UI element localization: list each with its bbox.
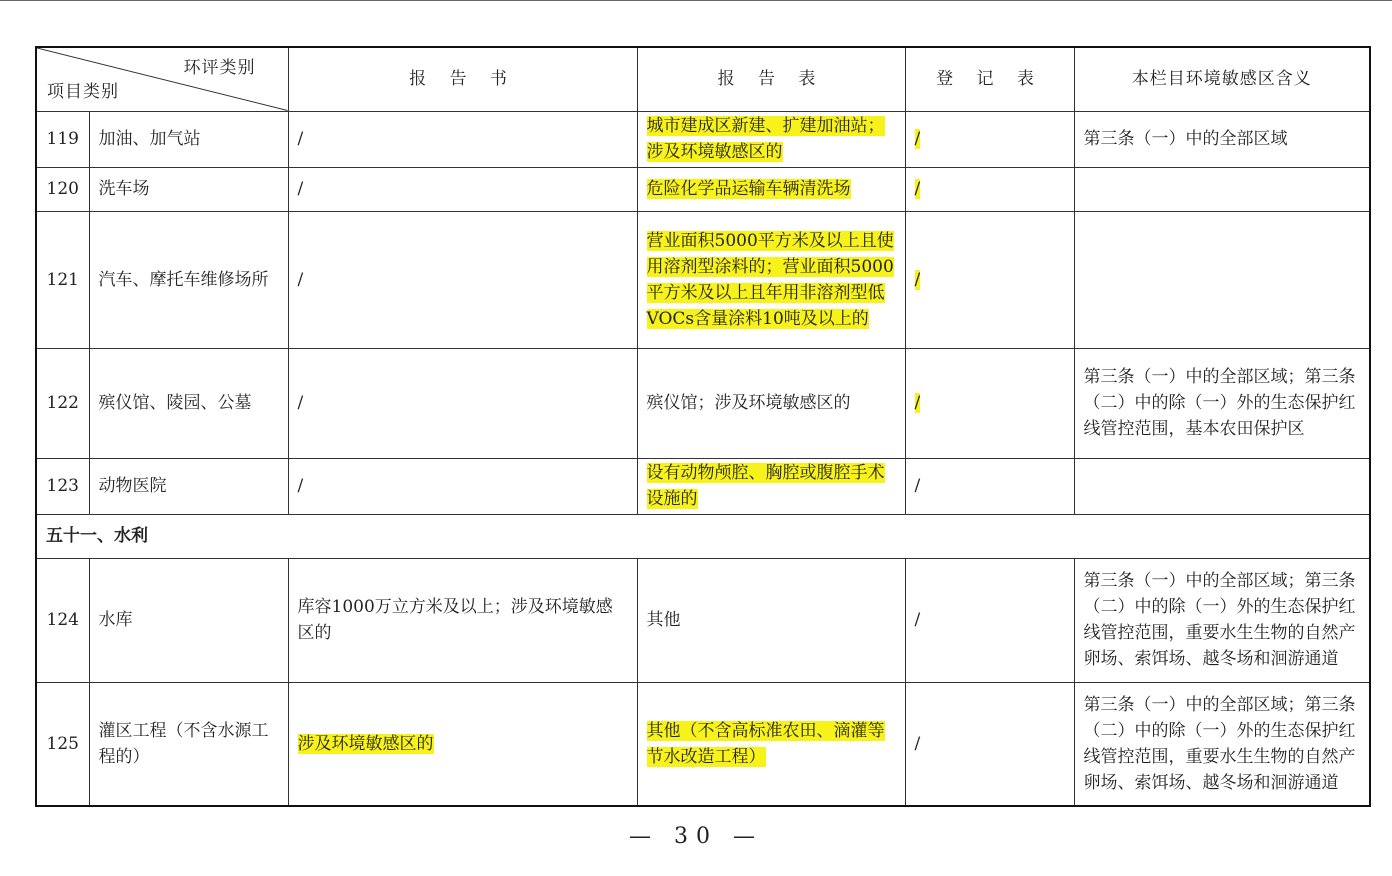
sensitive-area-cell: 第三条（一）中的全部区域；第三条（二）中的除（一）外的生态保护红线管控范围，重要水生生物的自然产卵场、索饵场、越冬场和洄游通道 <box>1074 682 1370 806</box>
row-number: 119 <box>36 111 89 167</box>
report-table-text: 设有动物颅腔、胸腔或腹腔手术设施的 <box>646 463 885 509</box>
row-number: 123 <box>36 458 89 514</box>
registration-cell <box>905 111 1074 167</box>
report-table-text: 危险化学品运输车辆清洗场 <box>646 179 851 199</box>
report-book-cell: / <box>288 111 637 167</box>
header-eia-category: 环评类别 <box>183 58 256 78</box>
report-table-cell <box>637 682 905 806</box>
top-rule <box>0 0 1392 1</box>
project-category: 水库 <box>89 558 288 682</box>
sensitive-area-cell <box>1074 167 1370 211</box>
table-row <box>36 111 1370 167</box>
report-book-cell: / <box>288 211 637 348</box>
row-number: 121 <box>36 211 89 348</box>
report-book-cell <box>288 682 637 806</box>
header-report-table: 报 告 表 <box>637 47 905 111</box>
project-category: 汽车、摩托车维修场所 <box>89 211 288 348</box>
report-book-text: 涉及环境敏感区的 <box>297 733 434 754</box>
project-category: 加油、加气站 <box>89 111 288 167</box>
report-book-cell: 库容1000万立方米及以上；涉及环境敏感区的 <box>288 558 637 682</box>
registration-text: / <box>914 129 921 149</box>
sensitive-area-cell <box>1074 458 1370 514</box>
report-table-cell <box>637 167 905 211</box>
project-category: 动物医院 <box>89 458 288 514</box>
report-table-cell: 殡仪馆；涉及环境敏感区的 <box>637 348 905 458</box>
report-book-cell: / <box>288 167 637 211</box>
report-table-text: 营业面积5000平方米及以上且使用溶剂型涂料的；营业面积5000平方米及以上且年用非溶剂型低VOCs含量涂料10吨及以上的 <box>646 230 894 329</box>
registration-cell <box>905 348 1074 458</box>
row-number: 124 <box>36 558 89 682</box>
registration-text: / <box>914 393 921 413</box>
classification-table <box>35 46 1371 807</box>
header-sensitive-area: 本栏目环境敏感区含义 <box>1074 47 1370 111</box>
report-table-cell <box>637 458 905 514</box>
row-number: 125 <box>36 682 89 806</box>
table-row <box>36 682 1370 806</box>
report-book-cell: / <box>288 458 637 514</box>
project-category: 殡仪馆、陵园、公墓 <box>89 348 288 458</box>
report-table-text: 其他（不含高标准农田、滴灌等节水改造工程） <box>646 720 885 767</box>
sensitive-area-cell <box>1074 211 1370 348</box>
table-row <box>36 211 1370 348</box>
row-number: 122 <box>36 348 89 458</box>
registration-cell: / <box>905 458 1074 514</box>
table-row <box>36 558 1370 682</box>
report-book-cell: / <box>288 348 637 458</box>
header-report-book: 报 告 书 <box>288 47 637 111</box>
table-row <box>36 348 1370 458</box>
registration-text: / <box>914 269 921 290</box>
report-table-cell <box>637 211 905 348</box>
registration-text: / <box>914 179 921 199</box>
header-registration: 登 记 表 <box>905 47 1074 111</box>
report-table-cell: 其他 <box>637 558 905 682</box>
header-diagonal-cell <box>36 47 288 111</box>
project-category: 灌区工程（不含水源工程的） <box>89 682 288 806</box>
page-number: — 30 — <box>629 824 763 849</box>
sensitive-area-cell: 第三条（一）中的全部区域；第三条（二）中的除（一）外的生态保护红线管控范围，重要水生生物的自然产卵场、索饵场、越冬场和洄游通道 <box>1074 558 1370 682</box>
sensitive-area-cell: 第三条（一）中的全部区域 <box>1074 111 1370 167</box>
report-table-cell <box>637 111 905 167</box>
header-row <box>36 47 1370 111</box>
sensitive-area-cell: 第三条（一）中的全部区域；第三条（二）中的除（一）外的生态保护红线管控范围，基本农田保护区 <box>1074 348 1370 458</box>
project-category: 洗车场 <box>89 167 288 211</box>
report-table-text: 城市建成区新建、扩建加油站；涉及环境敏感区的 <box>646 116 885 162</box>
registration-cell: / <box>905 682 1074 806</box>
registration-cell <box>905 211 1074 348</box>
section-row <box>36 514 1370 558</box>
section-title: 五十一、水利 <box>36 514 1370 558</box>
header-project-category: 项目类别 <box>47 81 119 102</box>
row-number: 120 <box>36 167 89 211</box>
table-row <box>36 167 1370 211</box>
registration-cell: / <box>905 558 1074 682</box>
table-row <box>36 458 1370 514</box>
registration-cell <box>905 167 1074 211</box>
